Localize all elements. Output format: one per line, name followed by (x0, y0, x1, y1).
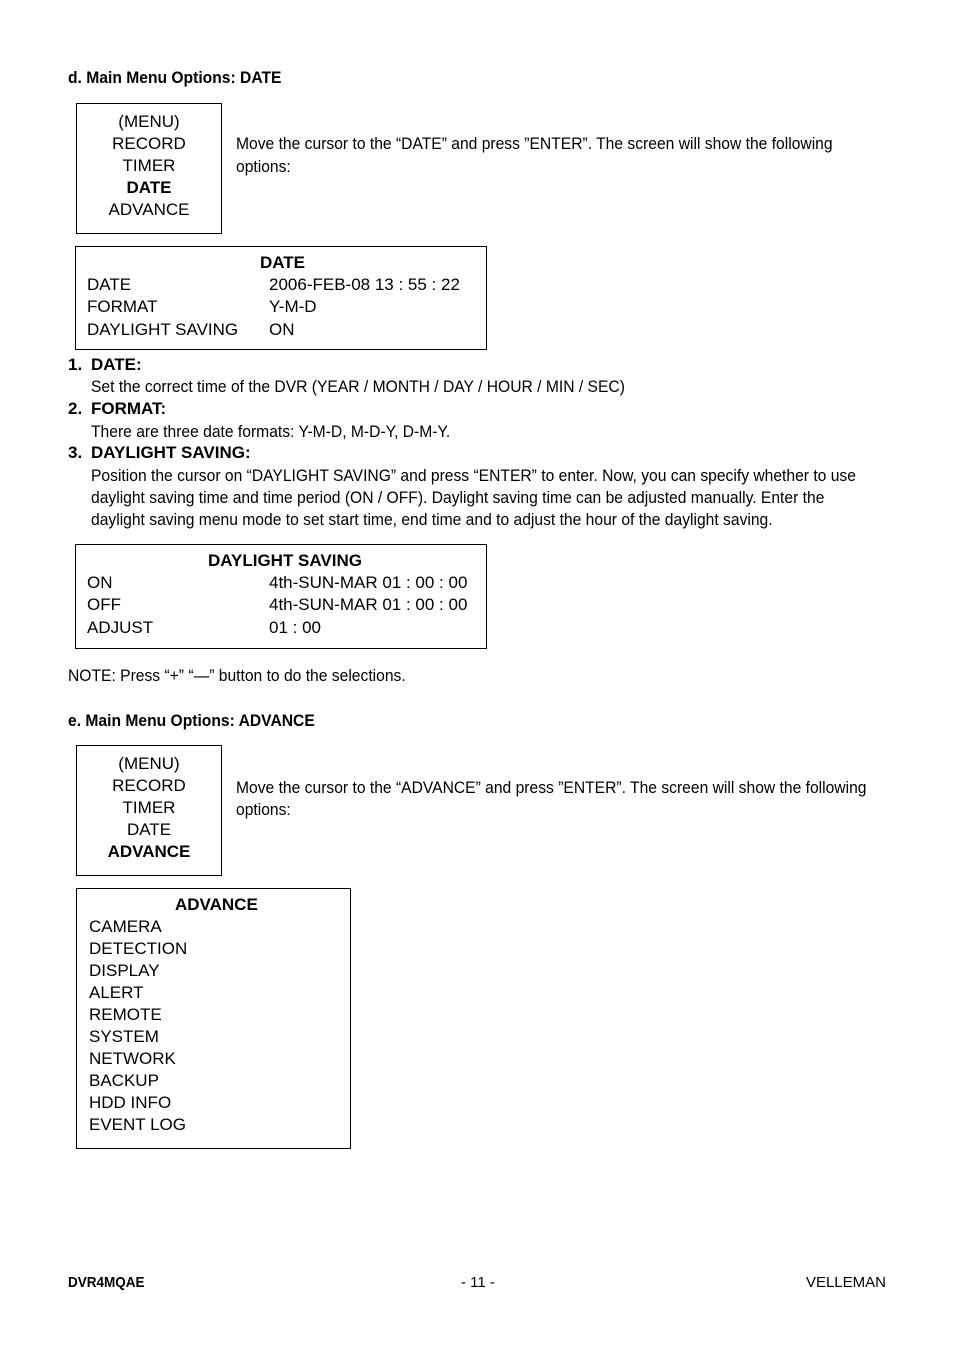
menu-item: RECORD (112, 776, 186, 795)
advance-item-alert: ALERT (89, 983, 144, 1002)
menu-item: (MENU) (118, 112, 180, 131)
menu-item: TIMER (122, 798, 176, 817)
item-number: 1. (68, 355, 83, 374)
daylight-saving-table (75, 544, 487, 649)
row-value: Y-M-D (269, 297, 317, 316)
advance-instruction-line1: Move the cursor to the “ADVANCE” and press ”ENTER”. The screen will show the following (236, 778, 867, 797)
item-text: Position the cursor on “DAYLIGHT SAVING” and press “ENTER” to enter. Now, you can specify whether to use (91, 466, 856, 485)
menu-item-selected: ADVANCE (107, 842, 191, 861)
selection-note: NOTE: Press “+” “—” button to do the selections. (68, 666, 406, 685)
footer-page-number: - 11 - (461, 1274, 495, 1291)
row-label: ADJUST (87, 618, 154, 637)
date-table (75, 246, 487, 350)
row-label: OFF (87, 595, 121, 614)
advance-instruction-line2: options: (236, 800, 291, 819)
item-text: There are three date formats: Y-M-D, M-D-Y, D-M-Y. (91, 422, 451, 441)
date-table-row (87, 274, 460, 296)
advance-list (89, 916, 187, 1136)
footer-model: DVR4MQAE (68, 1274, 145, 1291)
numbered-item-date (68, 354, 142, 376)
section-e-heading: e. Main Menu Options: ADVANCE (68, 711, 315, 730)
item-text: Set the correct time of the DVR (YEAR / MONTH / DAY / HOUR / MIN / SEC) (91, 377, 625, 396)
item-title: DATE: (91, 355, 142, 374)
row-label: ON (87, 573, 113, 592)
menu-item: ADVANCE (108, 200, 190, 219)
date-table-row (87, 319, 295, 341)
date-menu-box (76, 103, 222, 234)
item-text: daylight saving menu mode to set start time, end time and to adjust the hour of the daylight saving. (91, 510, 773, 529)
row-value: 4th-SUN-MAR 01 : 00 : 00 (269, 595, 468, 614)
row-label: DAYLIGHT SAVING (87, 320, 239, 339)
advance-item-hdd-info: HDD INFO (89, 1093, 172, 1112)
dst-table-row (87, 617, 321, 639)
numbered-item-daylight-saving (68, 442, 251, 464)
advance-table (76, 888, 351, 1149)
advance-item-detection: DETECTION (89, 939, 188, 958)
row-value: 4th-SUN-MAR 01 : 00 : 00 (269, 573, 468, 592)
advance-item-network: NETWORK (89, 1049, 176, 1068)
advance-item-remote: REMOTE (89, 1005, 162, 1024)
item-number: 2. (68, 399, 83, 418)
section-d-heading: d. Main Menu Options: DATE (68, 68, 282, 87)
advance-item-event-log: EVENT LOG (89, 1115, 186, 1134)
advance-menu-box (76, 745, 222, 876)
row-value: 01 : 00 (269, 618, 321, 637)
footer-brand: VELLEMAN (805, 1274, 886, 1291)
date-table-title: DATE (260, 253, 306, 272)
item-title: DAYLIGHT SAVING: (91, 443, 251, 462)
row-label: FORMAT (87, 297, 158, 316)
row-label: DATE (87, 275, 132, 294)
advance-item-camera: CAMERA (89, 917, 162, 936)
menu-item: (MENU) (118, 754, 180, 773)
item-number: 3. (68, 443, 83, 462)
date-instruction-line2: options: (236, 157, 291, 176)
dst-table-title: DAYLIGHT SAVING (208, 551, 362, 570)
date-instruction-line1: Move the cursor to the “DATE” and press ”ENTER”. The screen will show the following (236, 134, 833, 153)
advance-table-title: ADVANCE (175, 895, 258, 914)
dst-table-row (87, 594, 468, 616)
menu-item-selected: DATE (126, 178, 172, 197)
item-text: daylight saving time and time period (ON / OFF). Daylight saving time can be adjusted manually. Enter the (91, 488, 825, 507)
advance-item-backup: BACKUP (89, 1071, 159, 1090)
menu-item: DATE (126, 820, 172, 839)
item-title: FORMAT: (91, 399, 167, 418)
date-table-row (87, 296, 317, 318)
dst-table-row (87, 572, 468, 594)
advance-item-system: SYSTEM (89, 1027, 159, 1046)
row-value: 2006-FEB-08 13 : 55 : 22 (269, 275, 460, 294)
numbered-item-format (68, 398, 166, 420)
row-value: ON (269, 320, 295, 339)
menu-item: RECORD (112, 134, 186, 153)
advance-item-display: DISPLAY (89, 961, 160, 980)
menu-item: TIMER (122, 156, 176, 175)
